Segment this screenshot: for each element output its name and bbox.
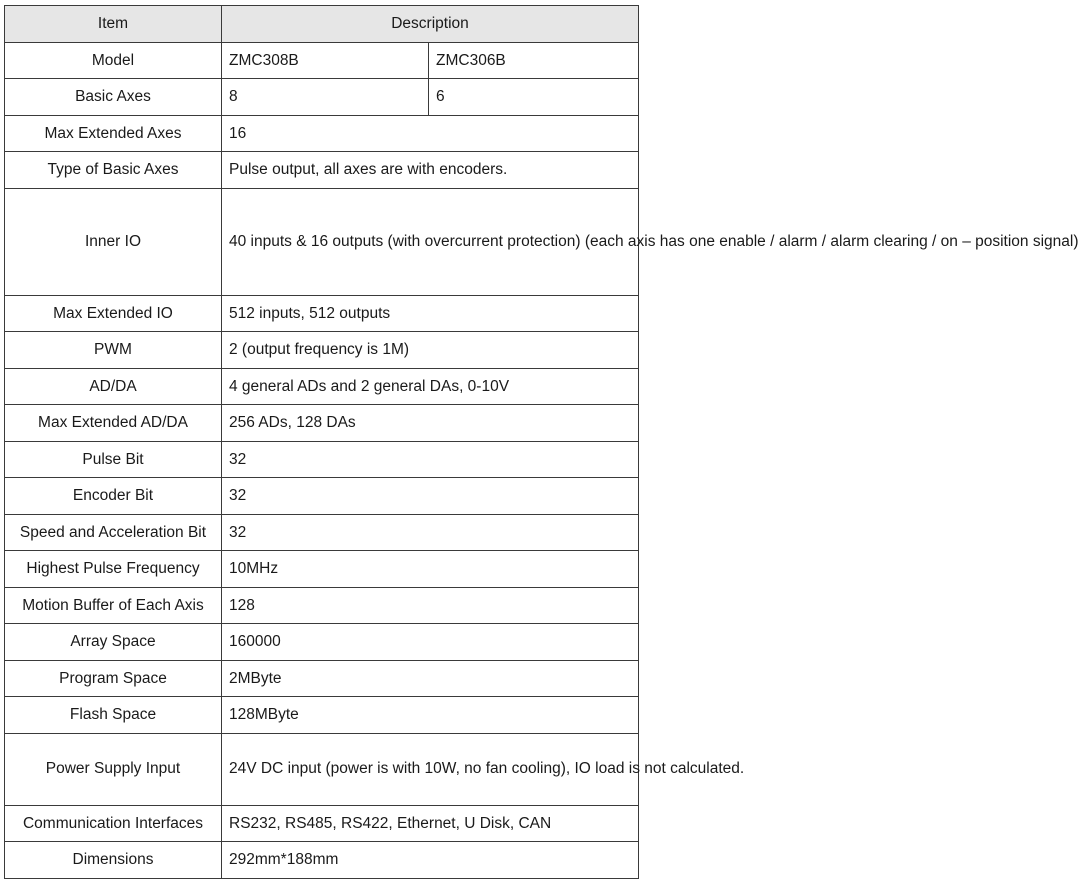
- row-value: 512 inputs, 512 outputs: [222, 295, 639, 332]
- row-value: 16: [222, 115, 639, 152]
- row-value: 10MHz: [222, 551, 639, 588]
- row-value: RS232, RS485, RS422, Ethernet, U Disk, CAN: [222, 805, 639, 842]
- row-label: Flash Space: [5, 697, 222, 734]
- row-label: Encoder Bit: [5, 478, 222, 515]
- row-label: Motion Buffer of Each Axis: [5, 587, 222, 624]
- table-row: [5, 405, 639, 442]
- table-row: [5, 733, 639, 805]
- row-label: Inner IO: [5, 188, 222, 295]
- row-value: 256 ADs, 128 DAs: [222, 405, 639, 442]
- table-row: [5, 368, 639, 405]
- row-label: Array Space: [5, 624, 222, 661]
- row-label: PWM: [5, 332, 222, 369]
- model-a: ZMC308B: [222, 42, 429, 79]
- row-label: Max Extended AD/DA: [5, 405, 222, 442]
- row-label: Power Supply Input: [5, 733, 222, 805]
- row-label: Type of Basic Axes: [5, 152, 222, 189]
- table-row: [5, 624, 639, 661]
- row-label: Max Extended IO: [5, 295, 222, 332]
- row-value: 32: [222, 441, 639, 478]
- table-row: [5, 842, 639, 879]
- row-value: 40 inputs & 16 outputs (with overcurrent protection) (each axis has one enable / alarm / alarm clearing / on – position signal): [222, 188, 639, 295]
- table-row: [5, 441, 639, 478]
- header-description: Description: [222, 6, 639, 43]
- row-value: 160000: [222, 624, 639, 661]
- row-label: Model: [5, 42, 222, 79]
- row-label: AD/DA: [5, 368, 222, 405]
- table-row: [5, 587, 639, 624]
- row-value: 32: [222, 478, 639, 515]
- basic-axes-a: 8: [222, 79, 429, 116]
- table-row-basic-axes: [5, 79, 639, 116]
- table-row: [5, 697, 639, 734]
- table-row: [5, 295, 639, 332]
- model-b: ZMC306B: [429, 42, 639, 79]
- row-label: Basic Axes: [5, 79, 222, 116]
- row-value: 2MByte: [222, 660, 639, 697]
- table-row: [5, 514, 639, 551]
- table-row: [5, 115, 639, 152]
- row-label: Dimensions: [5, 842, 222, 879]
- row-value: Pulse output, all axes are with encoders.: [222, 152, 639, 189]
- table-row: [5, 188, 639, 295]
- basic-axes-b: 6: [429, 79, 639, 116]
- table-row: [5, 332, 639, 369]
- table-row: [5, 805, 639, 842]
- table-row: [5, 660, 639, 697]
- row-value: 4 general ADs and 2 general DAs, 0-10V: [222, 368, 639, 405]
- row-value: 292mm*188mm: [222, 842, 639, 879]
- header-row: [5, 6, 639, 43]
- table-row: [5, 152, 639, 189]
- row-label: Speed and Acceleration Bit: [5, 514, 222, 551]
- row-value: 128MByte: [222, 697, 639, 734]
- table-row: [5, 551, 639, 588]
- row-value: 32: [222, 514, 639, 551]
- header-item: Item: [5, 6, 222, 43]
- row-label: Communication Interfaces: [5, 805, 222, 842]
- row-label: Highest Pulse Frequency: [5, 551, 222, 588]
- row-value: 128: [222, 587, 639, 624]
- row-label: Program Space: [5, 660, 222, 697]
- table-row: [5, 478, 639, 515]
- row-value: 2 (output frequency is 1M): [222, 332, 639, 369]
- spec-table: [4, 5, 1079, 879]
- row-label: Pulse Bit: [5, 441, 222, 478]
- row-label: Max Extended Axes: [5, 115, 222, 152]
- row-value: 24V DC input (power is with 10W, no fan cooling), IO load is not calculated.: [222, 733, 639, 805]
- table-row-model: [5, 42, 639, 79]
